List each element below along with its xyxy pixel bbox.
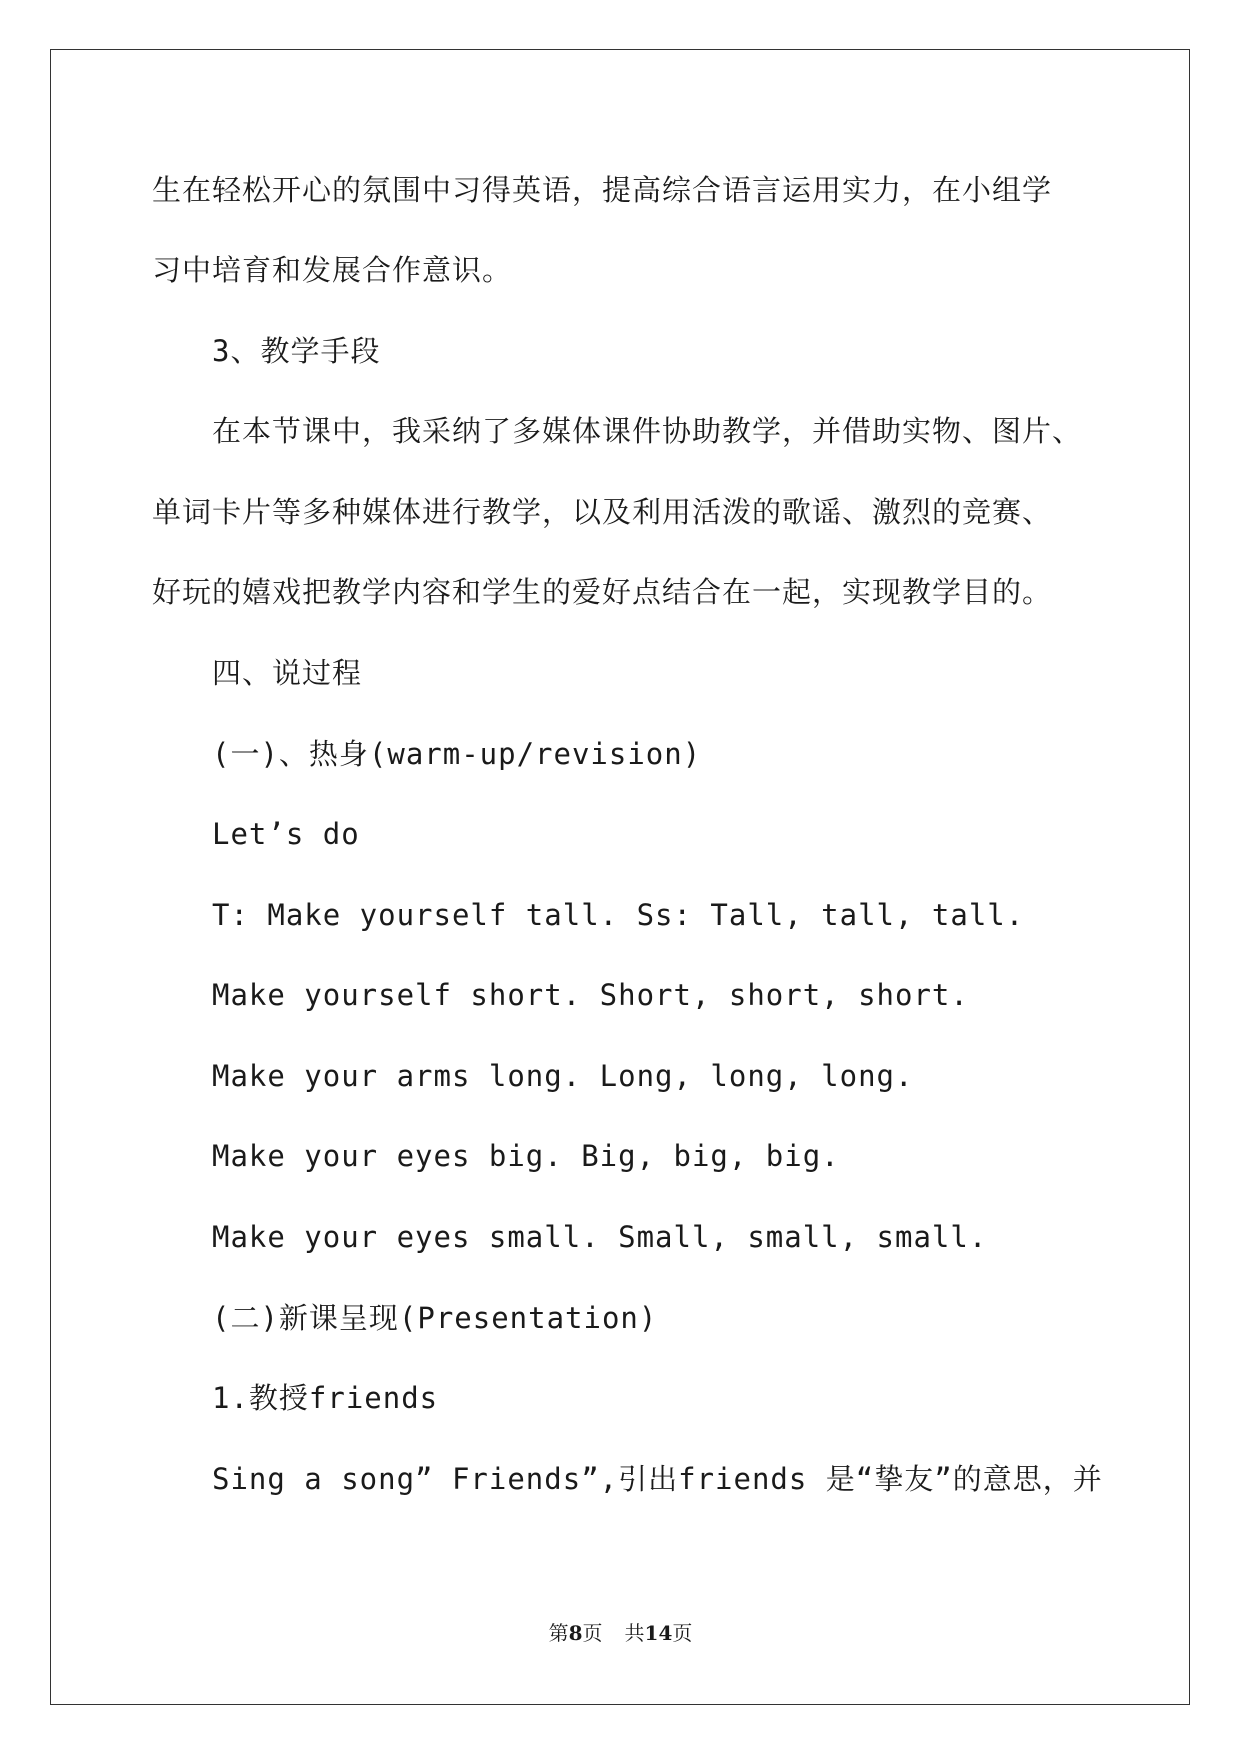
footer-total-prefix: 共 (624, 1621, 645, 1645)
section-heading-teaching-means: 3、教学手段 (212, 334, 381, 368)
dialogue-line-3: Make your arms long. Long, long, long. (212, 1059, 914, 1093)
body-line-1: 生在轻松开心的氛围中习得英语，提高综合语言运用实力，在小组学 (152, 173, 1053, 207)
footer-total-suffix: 页 (672, 1621, 693, 1645)
page-border (50, 49, 1190, 1705)
dialogue-line-5: Make your eyes small. Small, small, small. (212, 1220, 988, 1254)
footer-page-number: 8 (568, 1621, 583, 1645)
section-heading-process: 四、说过程 (212, 656, 363, 690)
dialogue-line-1: T: Make yourself tall. Ss: Tall, tall, tall. (212, 898, 1025, 932)
body-line-17: Sing a song” Friends”,引出friends 是“挚友”的意思，并 (212, 1462, 1103, 1496)
subsection-warm-up: (一)、热身(warm-up/revision) (212, 737, 702, 771)
dialogue-line-4: Make your eyes big. Big, big, big. (212, 1139, 840, 1173)
dialogue-line-2: Make yourself short. Short, short, short. (212, 978, 969, 1012)
footer-total-pages: 14 (644, 1621, 673, 1645)
body-line-2: 习中培育和发展合作意识。 (152, 253, 513, 287)
step-teach-friends: 1.教授friends (212, 1381, 439, 1415)
footer-page-prefix: 第 (548, 1621, 569, 1645)
body-line-5: 单词卡片等多种媒体进行教学，以及利用活泼的歌谣、激烈的竞赛、 (152, 495, 1053, 529)
subsection-presentation: (二)新课呈现(Presentation) (212, 1301, 658, 1335)
activity-lets-do: Let’s do (212, 817, 360, 851)
body-line-6: 好玩的嬉戏把教学内容和学生的爱好点结合在一起，实现教学目的。 (152, 575, 1053, 609)
footer-page-suffix: 页 (582, 1621, 603, 1645)
page-footer (0, 1621, 1241, 1645)
body-line-4: 在本节课中，我采纳了多媒体课件协助教学，并借助实物、图片、 (212, 414, 1083, 448)
